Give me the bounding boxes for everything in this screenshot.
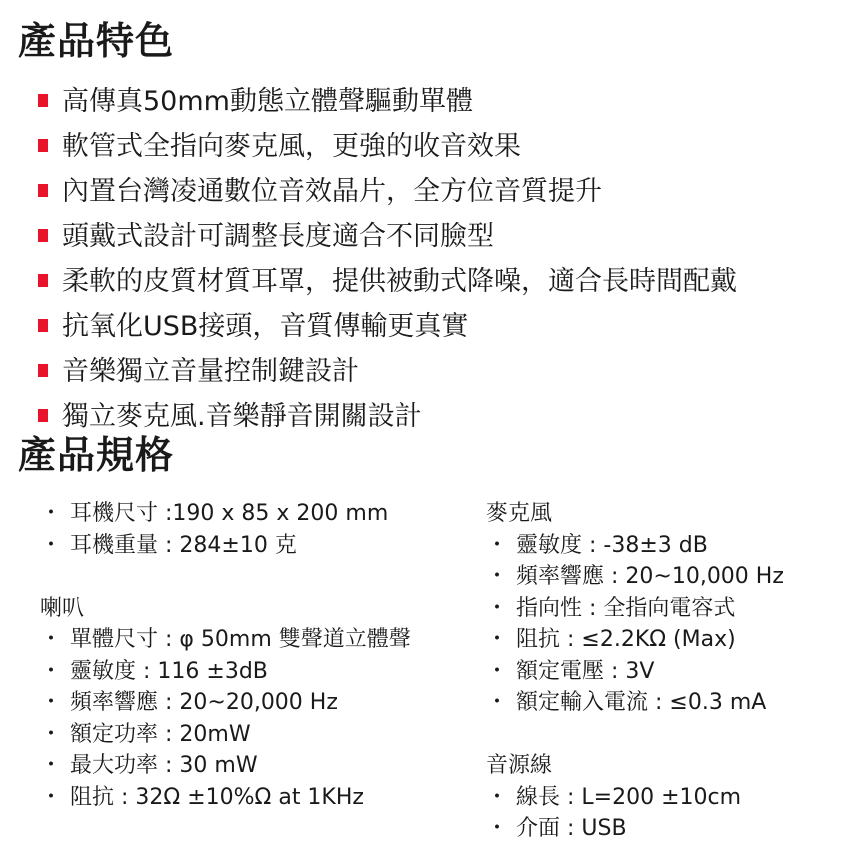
bullet-dot-icon: ・ — [40, 784, 63, 810]
cable-group-title: 音源線 — [486, 753, 553, 778]
feature-item — [36, 172, 737, 217]
bullet-square-icon — [38, 319, 48, 332]
feature-text: 音樂獨立音量控制鍵設計 — [62, 356, 359, 387]
spec-row — [486, 656, 784, 688]
specs-right-column — [486, 498, 784, 845]
feature-text: 內置台灣凌通數位音效晶片，全方位音質提升 — [62, 176, 602, 207]
spec-text: 耳機重量 : 284±10 克 — [70, 532, 297, 558]
bullet-dot-icon: ・ — [486, 532, 509, 558]
bullet-square-icon — [38, 364, 48, 377]
spec-row — [40, 750, 411, 782]
spec-text: 最大功率 : 30 mW — [70, 753, 258, 778]
spec-row — [40, 498, 411, 530]
spec-text: 靈敏度 : -38±3 dB — [516, 532, 708, 558]
spec-text: 介面 : USB — [516, 816, 627, 841]
feature-text: 頭戴式設計可調整長度適合不同臉型 — [62, 221, 494, 252]
bullet-dot-icon: ・ — [40, 658, 63, 684]
bullet-dot-icon: ・ — [40, 753, 63, 778]
spec-text: 額定功率 : 20mW — [70, 721, 251, 747]
speaker-group-title: 喇叭 — [40, 595, 85, 621]
spacer — [40, 561, 411, 593]
bullet-dot-icon: ・ — [40, 501, 63, 526]
spec-text: 指向性 : 全指向電容式 — [516, 595, 736, 621]
bullet-dot-icon: ・ — [486, 627, 509, 652]
specs-left-column — [40, 498, 411, 813]
features-title: 產品特色 — [18, 19, 175, 63]
feature-item — [36, 262, 737, 307]
spec-row — [486, 561, 784, 593]
feature-item — [36, 82, 737, 127]
bullet-square-icon — [38, 274, 48, 287]
bullet-square-icon — [38, 409, 48, 422]
feature-item — [36, 307, 737, 352]
spec-text: 阻抗 : 32Ω ±10%Ω at 1KHz — [70, 784, 364, 810]
spec-text: 耳機尺寸 :190 x 85 x 200 mm — [70, 501, 389, 526]
spec-row — [486, 813, 784, 845]
bullet-square-icon — [38, 229, 48, 242]
spec-row — [40, 719, 411, 751]
bullet-dot-icon: ・ — [40, 532, 63, 558]
feature-item — [36, 217, 737, 262]
spec-text: 線長 : L=200 ±10cm — [516, 784, 742, 810]
bullet-dot-icon: ・ — [40, 690, 63, 715]
spec-row — [40, 687, 411, 719]
bullet-dot-icon: ・ — [486, 595, 509, 621]
spacer — [486, 719, 784, 751]
spec-row — [486, 687, 784, 719]
bullet-dot-icon: ・ — [40, 721, 63, 747]
spec-row — [40, 530, 411, 562]
microphone-group-title: 麥克風 — [486, 501, 553, 526]
bullet-dot-icon: ・ — [486, 564, 509, 589]
spec-text: 額定輸入電流 : ≤0.3 mA — [516, 690, 767, 715]
feature-text: 高傳真50mm動態立體聲驅動單體 — [62, 86, 473, 117]
features-list — [36, 82, 737, 442]
spec-row — [486, 782, 784, 814]
spec-text: 靈敏度 : 116 ±3dB — [70, 658, 268, 684]
bullet-square-icon — [38, 139, 48, 152]
bullet-square-icon — [38, 184, 48, 197]
feature-text: 軟管式全指向麥克風，更強的收音效果 — [62, 131, 521, 162]
feature-item — [36, 127, 737, 172]
spec-row — [40, 782, 411, 814]
bullet-dot-icon: ・ — [486, 658, 509, 684]
spec-text: 阻抗 : ≤2.2KΩ (Max) — [516, 627, 736, 652]
feature-text: 獨立麥克風.音樂靜音開關設計 — [62, 401, 422, 432]
feature-text: 抗氧化USB接頭，音質傳輸更真實 — [62, 311, 469, 342]
bullet-square-icon — [38, 94, 48, 107]
spec-row — [40, 624, 411, 656]
specs-title: 產品規格 — [18, 433, 175, 477]
spec-row — [40, 656, 411, 688]
feature-item — [36, 352, 737, 397]
feature-text: 柔軟的皮質材質耳罩，提供被動式降噪，適合長時間配戴 — [62, 266, 737, 297]
spec-row — [486, 593, 784, 625]
bullet-dot-icon: ・ — [486, 784, 509, 810]
bullet-dot-icon: ・ — [40, 627, 63, 652]
bullet-dot-icon: ・ — [486, 690, 509, 715]
spec-text: 頻率響應 : 20~20,000 Hz — [70, 690, 338, 715]
spec-text: 單體尺寸 : φ 50mm 雙聲道立體聲 — [70, 627, 411, 652]
spec-row — [486, 624, 784, 656]
spec-text: 頻率響應 : 20~10,000 Hz — [516, 564, 784, 589]
bullet-dot-icon: ・ — [486, 816, 509, 841]
spec-row — [486, 530, 784, 562]
spec-text: 額定電壓 : 3V — [516, 658, 655, 684]
